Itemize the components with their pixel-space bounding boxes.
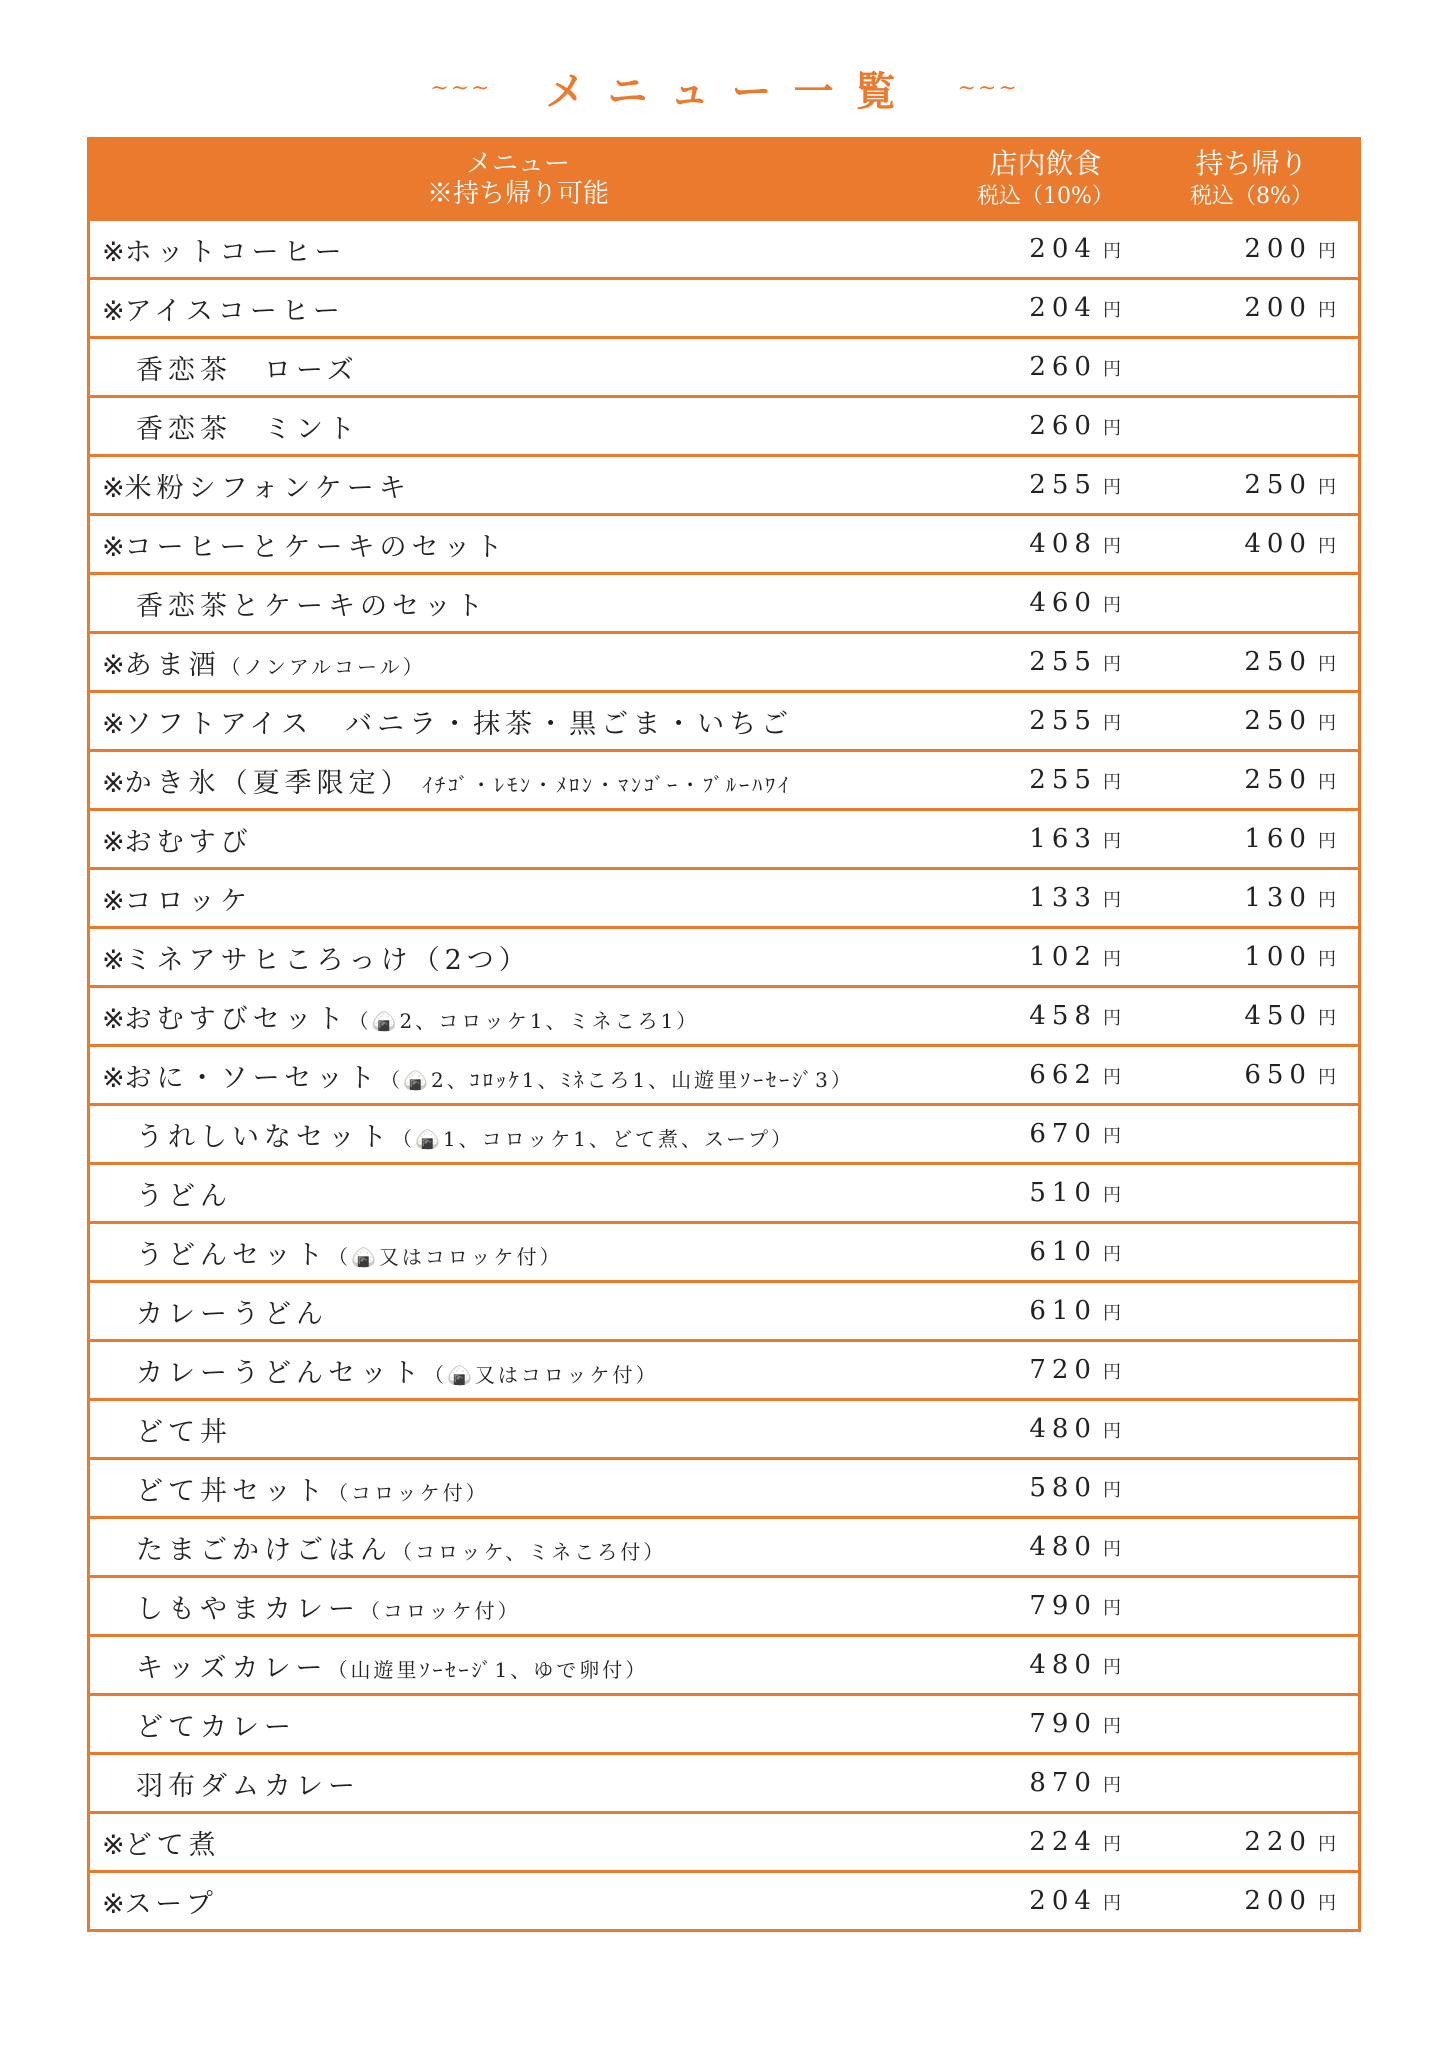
menu-item-name (90, 230, 946, 269)
yen-unit: 円 (1317, 1067, 1336, 1088)
menu-item-label: 米粉シフォンケーキ (124, 472, 411, 504)
menu-item-note: （🍙又はコロッケ付） (424, 1362, 659, 1387)
menu-item-row (90, 867, 1358, 926)
yen-unit: 円 (1317, 300, 1336, 321)
yen-unit: 円 (1317, 713, 1336, 734)
takeout-price (1145, 234, 1358, 264)
title-right-decoration: ~~~ (957, 75, 1019, 101)
dine-in-price-value: 870 (1029, 1768, 1097, 1798)
menu-item-note: （🍙1、コロッケ1、どて煮、スープ） (392, 1126, 795, 1151)
takeout-mark: ※ (102, 767, 125, 799)
menu-item-label: ホットコーヒー (124, 236, 347, 268)
menu-item-name (90, 820, 946, 859)
menu-item-row (90, 1044, 1358, 1103)
dine-in-price-value: 204 (1029, 293, 1097, 323)
menu-item-row (90, 336, 1358, 395)
takeout-price-value: 200 (1244, 293, 1312, 323)
header-takeout-column (1145, 146, 1358, 212)
menu-item-name (90, 466, 946, 505)
menu-item-label: 香恋茶 ミント (136, 413, 360, 445)
menu-item-name (90, 1587, 946, 1626)
page-title (0, 58, 1449, 118)
menu-item-name (90, 938, 946, 977)
menu-item-note: （山遊里ｿｰｾｰｼﾞ1、ゆで卵付） (327, 1657, 649, 1682)
dine-in-price (946, 824, 1145, 854)
menu-item-row (90, 1870, 1358, 1929)
takeout-price (1145, 647, 1358, 677)
dine-in-price (946, 1237, 1145, 1267)
yen-unit: 円 (1102, 1185, 1121, 1206)
menu-item-label: コーヒーとケーキのセット (124, 531, 508, 563)
takeout-price-value: 130 (1244, 883, 1312, 913)
yen-unit: 円 (1102, 418, 1121, 439)
takeout-mark: ※ (102, 885, 125, 917)
menu-item-row (90, 1693, 1358, 1752)
takeout-price-value: 250 (1244, 706, 1312, 736)
takeout-mark: ※ (102, 236, 125, 268)
menu-item-row (90, 985, 1358, 1044)
menu-item-label: キッズカレー (136, 1652, 328, 1684)
menu-item-name (90, 879, 946, 918)
menu-item-row (90, 277, 1358, 336)
menu-item-row (90, 1457, 1358, 1516)
dine-in-price (946, 1591, 1145, 1621)
dine-in-price (946, 293, 1145, 323)
dine-in-price-value: 720 (1029, 1355, 1097, 1385)
takeout-price (1145, 942, 1358, 972)
menu-item-label: うれしいなセット (136, 1121, 392, 1153)
yen-unit: 円 (1102, 359, 1121, 380)
menu-item-row (90, 926, 1358, 985)
menu-item-row (90, 1752, 1358, 1811)
dine-in-price-value: 580 (1029, 1473, 1097, 1503)
menu-item-name (90, 1174, 946, 1213)
takeout-mark: ※ (102, 1003, 125, 1035)
dine-in-price-value: 610 (1029, 1237, 1097, 1267)
dine-in-price (946, 765, 1145, 795)
dine-in-price-value: 480 (1029, 1414, 1097, 1444)
title-text: メニュー一覧 (545, 67, 918, 115)
dine-in-price (946, 1060, 1145, 1090)
menu-item-row (90, 395, 1358, 454)
takeout-price-value: 250 (1244, 470, 1312, 500)
header-takeout-tax: 税込（8%） (1190, 184, 1313, 209)
yen-unit: 円 (1317, 949, 1336, 970)
menu-item-row (90, 572, 1358, 631)
dine-in-price (946, 1532, 1145, 1562)
menu-item-name (90, 702, 946, 741)
header-dine-in-tax: 税込（10%） (977, 184, 1114, 209)
takeout-price-value: 200 (1244, 1886, 1312, 1916)
takeout-price (1145, 883, 1358, 913)
menu-item-name (90, 1115, 946, 1154)
yen-unit: 円 (1102, 1126, 1121, 1147)
yen-unit: 円 (1102, 1893, 1121, 1914)
dine-in-price-value: 480 (1029, 1650, 1097, 1680)
title-left-decoration: ~~~ (430, 75, 492, 101)
menu-item-name (90, 1469, 946, 1508)
yen-unit: 円 (1317, 1008, 1336, 1029)
takeout-price (1145, 824, 1358, 854)
menu-item-label: ソフトアイス バニラ・抹茶・黒ごま・いちご (124, 708, 794, 740)
dine-in-price (946, 883, 1145, 913)
yen-unit: 円 (1102, 1067, 1121, 1088)
menu-item-note: （🍙又はコロッケ付） (328, 1244, 563, 1269)
takeout-mark: ※ (102, 1062, 125, 1094)
menu-item-note: （🍙2、コロッケ1、ミネころ1） (348, 1008, 700, 1033)
menu-rows (90, 221, 1358, 1929)
menu-item-name (90, 1764, 946, 1803)
yen-unit: 円 (1317, 772, 1336, 793)
menu-item-name (90, 1646, 946, 1685)
dine-in-price-value: 204 (1029, 1886, 1097, 1916)
dine-in-price (946, 1355, 1145, 1385)
menu-item-row (90, 1398, 1358, 1457)
dine-in-price-value: 255 (1029, 706, 1097, 736)
takeout-mark: ※ (102, 1888, 125, 1920)
takeout-price (1145, 1001, 1358, 1031)
dine-in-price-value: 102 (1029, 942, 1097, 972)
dine-in-price-value: 260 (1029, 352, 1097, 382)
menu-item-label: たまごかけごはん (136, 1534, 392, 1566)
takeout-price (1145, 706, 1358, 736)
menu-item-label: おむすびセット (124, 1003, 349, 1035)
takeout-price-value: 200 (1244, 234, 1312, 264)
menu-item-label: 羽布ダムカレー (136, 1770, 360, 1802)
menu-item-name (90, 1705, 946, 1744)
takeout-price (1145, 1886, 1358, 1916)
header-takeout-note: ※持ち帰り可能 (426, 179, 609, 209)
menu-item-row (90, 631, 1358, 690)
menu-item-row (90, 1103, 1358, 1162)
dine-in-price (946, 1001, 1145, 1031)
menu-item-label: どてカレー (136, 1711, 296, 1743)
menu-item-note: （ノンアルコール） (220, 654, 426, 679)
takeout-price-value: 650 (1244, 1060, 1312, 1090)
takeout-price-value: 400 (1244, 529, 1312, 559)
menu-item-label: スープ (124, 1888, 218, 1920)
dine-in-price-value: 610 (1029, 1296, 1097, 1326)
yen-unit: 円 (1102, 1480, 1121, 1501)
yen-unit: 円 (1102, 300, 1121, 321)
yen-unit: 円 (1102, 1008, 1121, 1029)
menu-item-name (90, 1882, 946, 1921)
dine-in-price (946, 1296, 1145, 1326)
menu-item-name (90, 1528, 946, 1567)
yen-unit: 円 (1102, 1657, 1121, 1678)
menu-item-name (90, 761, 946, 800)
menu-item-name (90, 407, 946, 446)
yen-unit: 円 (1317, 654, 1336, 675)
takeout-mark: ※ (102, 472, 125, 504)
header-dine-in-column (946, 146, 1145, 212)
menu-item-row (90, 1162, 1358, 1221)
menu-item-row (90, 1221, 1358, 1280)
dine-in-price-value: 255 (1029, 765, 1097, 795)
takeout-price (1145, 529, 1358, 559)
yen-unit: 円 (1317, 1834, 1336, 1855)
menu-table (87, 137, 1361, 1932)
dine-in-price-value: 133 (1029, 883, 1097, 913)
dine-in-price-value: 790 (1029, 1709, 1097, 1739)
takeout-price-value: 250 (1244, 647, 1312, 677)
dine-in-price-value: 662 (1029, 1060, 1097, 1090)
yen-unit: 円 (1317, 890, 1336, 911)
dine-in-price (946, 647, 1145, 677)
takeout-mark: ※ (102, 944, 125, 976)
menu-item-name (90, 1823, 946, 1862)
menu-item-name (90, 1056, 946, 1095)
yen-unit: 円 (1102, 831, 1121, 852)
takeout-price (1145, 470, 1358, 500)
takeout-mark: ※ (102, 708, 125, 740)
takeout-mark: ※ (102, 1829, 125, 1861)
menu-item-name (90, 525, 946, 564)
table-header (90, 140, 1358, 221)
menu-item-label: 香恋茶 ローズ (136, 354, 359, 386)
takeout-price (1145, 293, 1358, 323)
menu-item-note: （コロッケ、ミネころ付） (392, 1539, 667, 1564)
menu-item-row (90, 1516, 1358, 1575)
takeout-price-value: 100 (1244, 942, 1312, 972)
dine-in-price (946, 1768, 1145, 1798)
takeout-mark: ※ (102, 649, 125, 681)
dine-in-price (946, 411, 1145, 441)
menu-item-label: どて煮 (124, 1829, 221, 1861)
dine-in-price (946, 1119, 1145, 1149)
dine-in-price-value: 790 (1029, 1591, 1097, 1621)
menu-item-label: しもやまカレー (136, 1593, 360, 1625)
menu-item-row (90, 1575, 1358, 1634)
yen-unit: 円 (1102, 477, 1121, 498)
dine-in-price-value: 260 (1029, 411, 1097, 441)
dine-in-price (946, 942, 1145, 972)
header-menu-label: メニュー (465, 149, 570, 179)
menu-item-label: カレーうどんセット (136, 1357, 424, 1389)
takeout-mark: ※ (102, 826, 125, 858)
yen-unit: 円 (1102, 772, 1121, 793)
yen-unit: 円 (1317, 241, 1336, 262)
menu-item-label: カレーうどん (136, 1298, 328, 1330)
header-dine-in-label: 店内飲食 (989, 147, 1102, 180)
menu-item-label: うどん (136, 1180, 232, 1212)
takeout-mark: ※ (102, 295, 125, 327)
dine-in-price (946, 529, 1145, 559)
dine-in-price-value: 670 (1029, 1119, 1097, 1149)
menu-item-label: どて丼 (136, 1416, 232, 1448)
menu-item-name (90, 1233, 946, 1272)
takeout-price (1145, 1060, 1358, 1090)
menu-item-row (90, 454, 1358, 513)
takeout-price-value: 220 (1244, 1827, 1312, 1857)
menu-item-label: コロッケ (124, 885, 253, 917)
menu-item-name (90, 1292, 946, 1331)
menu-item-row (90, 1339, 1358, 1398)
menu-item-label: おに・ソーセット (124, 1062, 381, 1094)
header-menu-column (90, 149, 946, 209)
yen-unit: 円 (1102, 241, 1121, 262)
menu-item-row (90, 1280, 1358, 1339)
dine-in-price (946, 1473, 1145, 1503)
dine-in-price (946, 1650, 1145, 1680)
yen-unit: 円 (1317, 477, 1336, 498)
menu-item-name (90, 289, 946, 328)
yen-unit: 円 (1102, 713, 1121, 734)
dine-in-price-value: 510 (1029, 1178, 1097, 1208)
menu-item-row (90, 1811, 1358, 1870)
menu-item-note: （コロッケ付） (328, 1480, 489, 1505)
dine-in-price (946, 1709, 1145, 1739)
yen-unit: 円 (1102, 890, 1121, 911)
yen-unit: 円 (1102, 1598, 1121, 1619)
dine-in-price-value: 163 (1029, 824, 1097, 854)
yen-unit: 円 (1102, 536, 1121, 557)
menu-item-name (90, 584, 946, 623)
menu-item-label: うどんセット (136, 1239, 328, 1271)
menu-item-label: あま酒 (124, 649, 221, 681)
menu-item-note: （コロッケ付） (360, 1598, 521, 1623)
menu-item-label: おむすび (124, 826, 253, 858)
yen-unit: 円 (1317, 536, 1336, 557)
yen-unit: 円 (1102, 654, 1121, 675)
menu-item-label: かき氷（夏季限定） (124, 767, 400, 799)
dine-in-price-value: 255 (1029, 647, 1097, 677)
yen-unit: 円 (1102, 1303, 1121, 1324)
dine-in-price-value: 224 (1029, 1827, 1097, 1857)
menu-item-label: アイスコーヒー (124, 295, 345, 327)
dine-in-price-value: 460 (1029, 588, 1097, 618)
yen-unit: 円 (1102, 595, 1121, 616)
dine-in-price (946, 1414, 1145, 1444)
dine-in-price (946, 352, 1145, 382)
dine-in-price-value: 408 (1029, 529, 1097, 559)
menu-item-row (90, 690, 1358, 749)
dine-in-price (946, 706, 1145, 736)
menu-item-note: （🍙2、ｺﾛｯｹ1、ﾐﾈころ1、山遊里ｿｰｾｰｼﾞ3） (380, 1067, 854, 1092)
header-takeout-label: 持ち帰り (1195, 147, 1308, 180)
takeout-price (1145, 1827, 1358, 1857)
takeout-price-value: 450 (1244, 1001, 1312, 1031)
dine-in-price-value: 458 (1029, 1001, 1097, 1031)
yen-unit: 円 (1102, 1244, 1121, 1265)
dine-in-price-value: 480 (1029, 1532, 1097, 1562)
dine-in-price-value: 255 (1029, 470, 1097, 500)
dine-in-price (946, 588, 1145, 618)
dine-in-price-value: 204 (1029, 234, 1097, 264)
menu-item-row (90, 749, 1358, 808)
yen-unit: 円 (1317, 1893, 1336, 1914)
menu-item-row (90, 513, 1358, 572)
menu-item-label: ミネアサヒころっけ（2つ） (124, 944, 531, 976)
yen-unit: 円 (1102, 1421, 1121, 1442)
dine-in-price (946, 1827, 1145, 1857)
menu-item-name (90, 348, 946, 387)
takeout-price (1145, 765, 1358, 795)
menu-item-row (90, 1634, 1358, 1693)
yen-unit: 円 (1317, 831, 1336, 852)
menu-item-name (90, 643, 946, 682)
yen-unit: 円 (1102, 1775, 1121, 1796)
dine-in-price (946, 1178, 1145, 1208)
takeout-price-value: 160 (1244, 824, 1312, 854)
takeout-mark: ※ (102, 531, 125, 563)
yen-unit: 円 (1102, 949, 1121, 970)
dine-in-price (946, 470, 1145, 500)
dine-in-price (946, 1886, 1145, 1916)
menu-item-name (90, 1351, 946, 1390)
menu-item-row (90, 221, 1358, 277)
menu-item-note: ｲﾁｺﾞ・ﾚﾓﾝ・ﾒﾛﾝ・ﾏﾝｺﾞｰ・ﾌﾞﾙｰﾊﾜｲ (399, 772, 792, 797)
yen-unit: 円 (1102, 1362, 1121, 1383)
menu-item-label: 香恋茶とケーキのセット (136, 590, 488, 622)
yen-unit: 円 (1102, 1539, 1121, 1560)
yen-unit: 円 (1102, 1834, 1121, 1855)
dine-in-price (946, 234, 1145, 264)
yen-unit: 円 (1102, 1716, 1121, 1737)
menu-item-name (90, 997, 946, 1036)
menu-item-row (90, 808, 1358, 867)
takeout-price-value: 250 (1244, 765, 1312, 795)
menu-item-name (90, 1410, 946, 1449)
menu-item-label: どて丼セット (136, 1475, 328, 1507)
